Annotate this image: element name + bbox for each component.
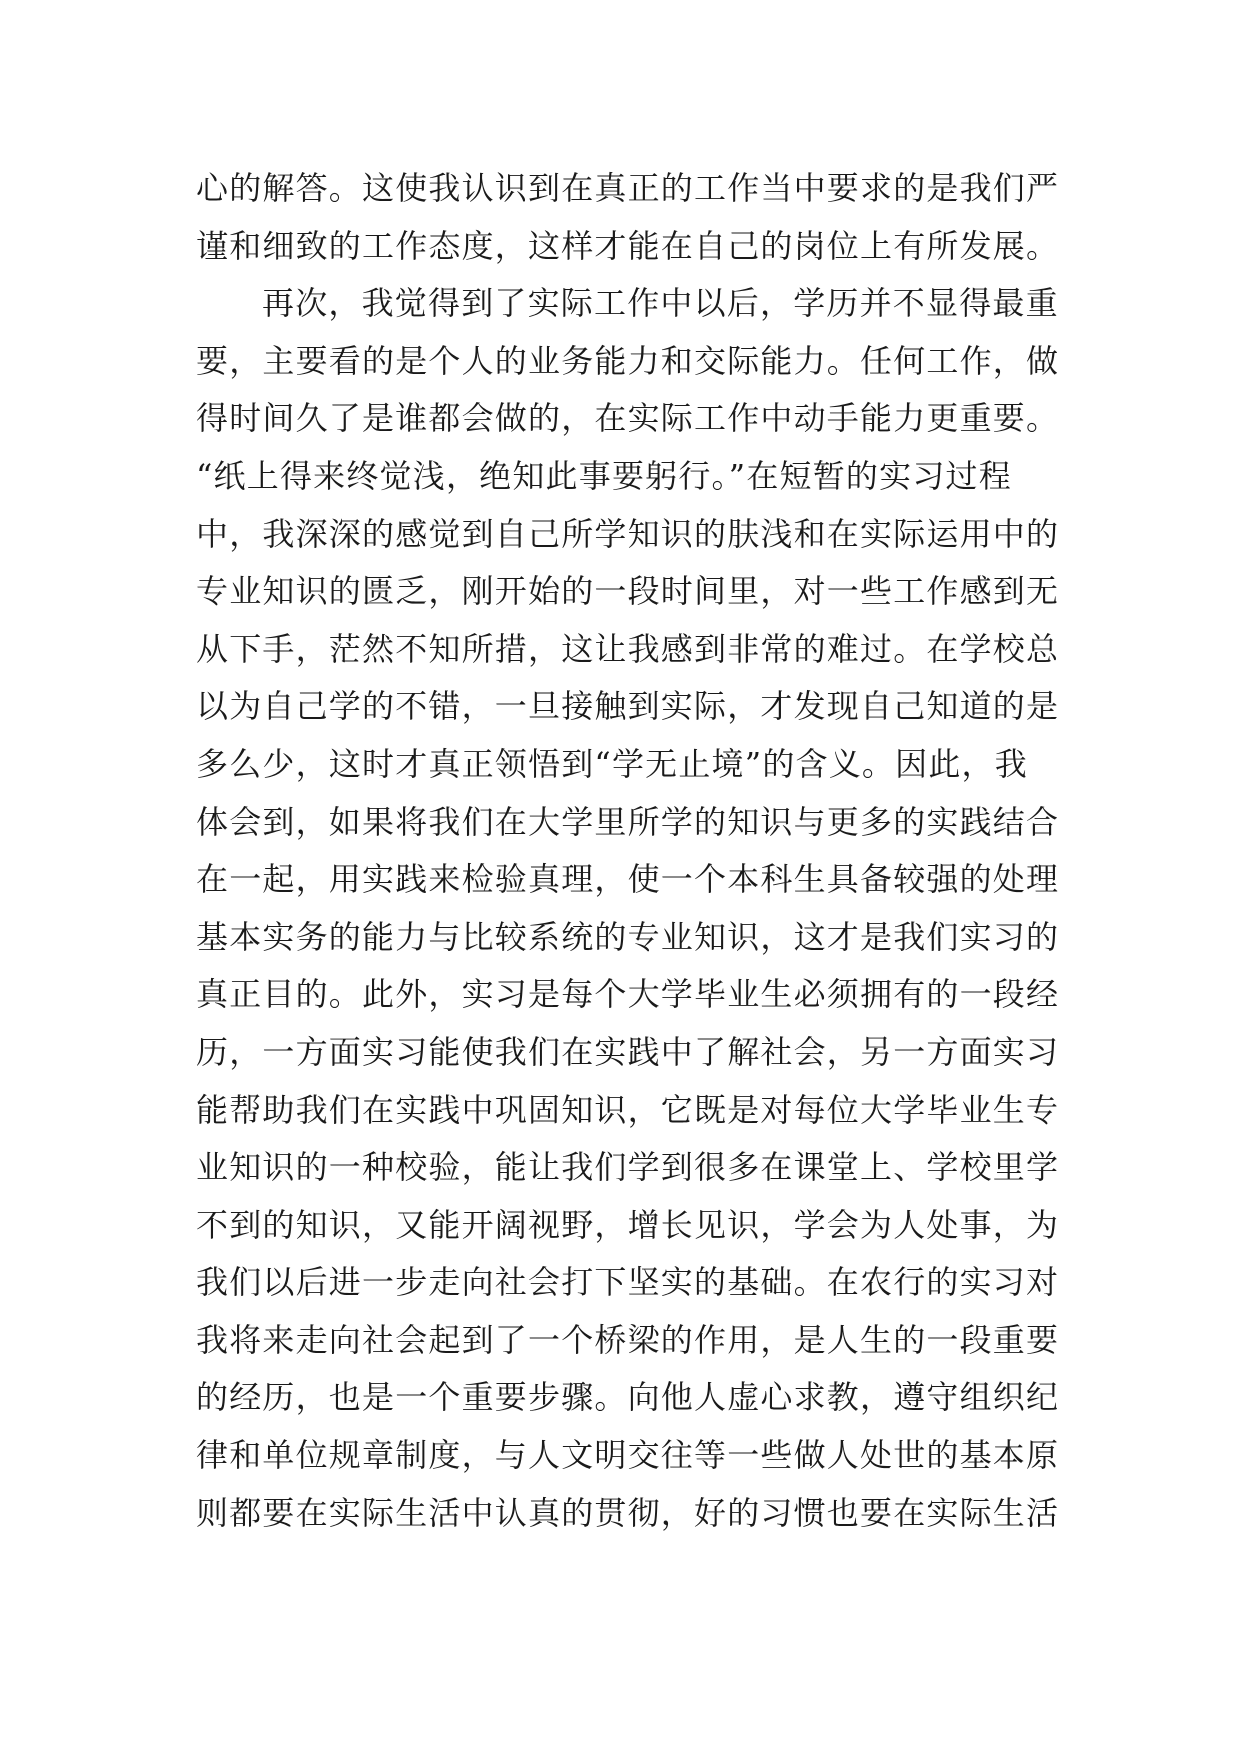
- text-line: 多么少，这时才真正领悟到“学无止境”的含义。因此，我: [196, 744, 1028, 783]
- text-line: 中，我深深的感觉到自己所学知识的肤浅和在实际运用中的: [196, 514, 1060, 553]
- text-line: 我将来走向社会起到了一个桥梁的作用，是人生的一段重要: [196, 1320, 1060, 1359]
- text-line: 要，主要看的是个人的业务能力和交际能力。任何工作，做: [196, 341, 1060, 380]
- text-line: 得时间久了是谁都会做的，在实际工作中动手能力更重要。: [196, 399, 1060, 438]
- text-line: 体会到，如果将我们在大学里所学的知识与更多的实践结合: [196, 802, 1060, 841]
- text-line: 真正目的。此外，实习是每个大学毕业生必须拥有的一段经: [196, 975, 1060, 1014]
- text-line: 律和单位规章制度，与人文明交往等一些做人处世的基本原: [196, 1436, 1060, 1475]
- body-text: [196, 160, 1076, 1542]
- text-line: 的经历，也是一个重要步骤。向他人虚心求教，遵守组织纪: [196, 1378, 1060, 1417]
- text-line: 以为自己学的不错，一旦接触到实际，才发现自己知道的是: [196, 687, 1060, 726]
- text-line: 从下手，茫然不知所措，这让我感到非常的难过。在学校总: [196, 629, 1060, 668]
- text-line: 谨和细致的工作态度，这样才能在自己的岗位上有所发展。: [196, 226, 1060, 265]
- text-line: 历，一方面实习能使我们在实践中了解社会，另一方面实习: [196, 1032, 1060, 1071]
- text-line: 基本实务的能力与比较系统的专业知识，这才是我们实习的: [196, 917, 1060, 956]
- text-line: 不到的知识，又能开阔视野，增长见识，学会为人处事，为: [196, 1205, 1060, 1244]
- text-line: 能帮助我们在实践中巩固知识，它既是对每位大学毕业生专: [196, 1090, 1060, 1129]
- text-line: 心的解答。这使我认识到在真正的工作当中要求的是我们严: [196, 169, 1060, 207]
- text-line: 在一起，用实践来检验真理，使一个本科生具备较强的处理: [196, 860, 1060, 899]
- text-line: 则都要在实际生活中认真的贯彻，好的习惯也要在实际生活: [196, 1493, 1060, 1532]
- paragraph-first-line: 再次，我觉得到了实际工作中以后，学历并不显得最重: [262, 284, 1059, 323]
- text-line: “纸上得来终觉浅，绝知此事要躬行。”在短暂的实习过程: [196, 456, 1012, 495]
- text-line: 业知识的一种校验，能让我们学到很多在课堂上、学校里学: [196, 1148, 1060, 1187]
- text-line: 专业知识的匮乏，刚开始的一段时间里，对一些工作感到无: [196, 572, 1060, 611]
- text-line: 我们以后进一步走向社会打下坚实的基础。在农行的实习对: [196, 1263, 1060, 1302]
